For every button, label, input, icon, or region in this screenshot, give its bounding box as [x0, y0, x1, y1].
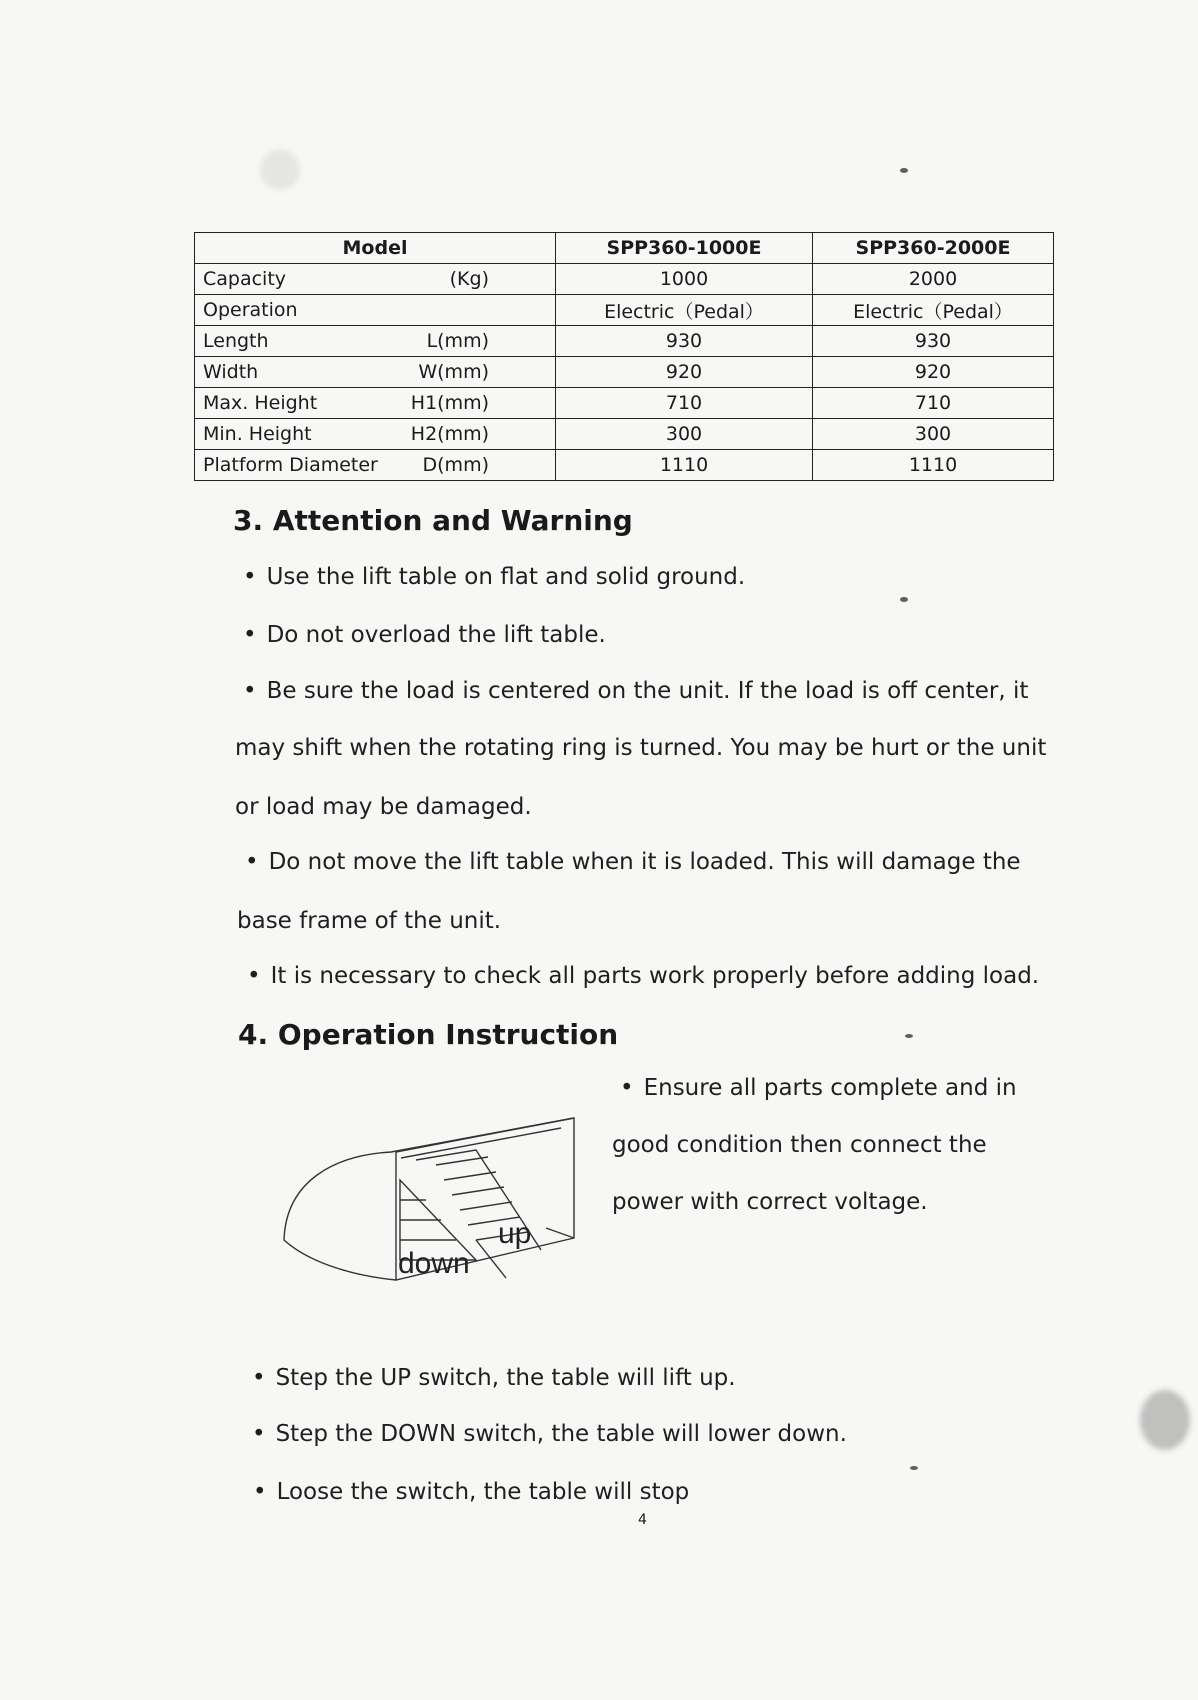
param-name: Max. Height [203, 392, 318, 414]
param-name: Min. Height [203, 423, 312, 445]
value-2000e: Electric（Pedal） [813, 295, 1054, 326]
warning-item: • Do not overload the lift table. [243, 622, 606, 648]
param-unit: H2(mm) [410, 423, 489, 445]
value-1000e: 300 [556, 419, 813, 450]
value-2000e: 2000 [813, 264, 1054, 295]
param-name: Capacity [203, 268, 287, 290]
param-unit: H1(mm) [410, 392, 489, 414]
value-1000e: 710 [556, 388, 813, 419]
value-1000e: Electric（Pedal） [556, 295, 813, 326]
param-unit: L(mm) [426, 330, 489, 352]
param-unit: D(mm) [422, 454, 489, 476]
scan-smudge [900, 168, 908, 173]
scan-smudge [900, 597, 908, 602]
table-row [195, 357, 1054, 388]
operation-step: • Loose the switch, the table will stop [253, 1479, 689, 1505]
table-header-row [195, 233, 1054, 264]
warning-item: • It is necessary to check all parts work properly before adding load. [247, 963, 1039, 989]
section-4-title: 4. Operation Instruction [238, 1018, 619, 1051]
specification-table [194, 232, 1054, 481]
section-3-title: 3. Attention and Warning [233, 504, 633, 537]
value-2000e: 300 [813, 419, 1054, 450]
param-unit: W(mm) [418, 361, 489, 383]
value-2000e: 1110 [813, 450, 1054, 481]
scan-smudge [1140, 1390, 1190, 1450]
table-row [195, 419, 1054, 450]
value-2000e: 930 [813, 326, 1054, 357]
table-row [195, 264, 1054, 295]
param-unit: (Kg) [449, 268, 489, 290]
value-1000e: 920 [556, 357, 813, 388]
warning-item-continued: base frame of the unit. [237, 908, 502, 934]
down-label: down [398, 1247, 470, 1280]
warning-item: • Do not move the lift table when it is loaded. This will damage the [245, 849, 1021, 875]
warning-item-continued: or load may be damaged. [235, 794, 532, 820]
pedal-top-edge [396, 1118, 574, 1152]
value-1000e: 1000 [556, 264, 813, 295]
scan-smudge [910, 1466, 918, 1470]
operation-intro: • Ensure all parts complete and in [620, 1075, 1017, 1101]
warning-item: • Be sure the load is centered on the unit. If the load is off center, it [243, 678, 1028, 704]
value-1000e: 930 [556, 326, 813, 357]
param-name: Operation [203, 299, 298, 321]
up-label: up [498, 1217, 532, 1250]
model-col-1000e: SPP360-1000E [556, 233, 813, 264]
operation-intro-continued: power with correct voltage. [612, 1189, 928, 1215]
pedal-switch-figure [276, 1110, 586, 1290]
value-1000e: 1110 [556, 450, 813, 481]
value-2000e: 920 [813, 357, 1054, 388]
model-header: Model [195, 233, 556, 264]
operation-intro-continued: good condition then connect the [612, 1132, 987, 1158]
param-name: Platform Diameter [203, 454, 378, 476]
warning-item-continued: may shift when the rotating ring is turned. You may be hurt or the unit [235, 735, 1047, 761]
operation-step: • Step the DOWN switch, the table will lower down. [252, 1421, 847, 1447]
scan-smudge [905, 1034, 913, 1038]
param-name: Width [203, 361, 259, 383]
operation-step: • Step the UP switch, the table will lift up. [252, 1365, 736, 1391]
param-name: Length [203, 330, 269, 352]
model-col-2000e: SPP360-2000E [813, 233, 1054, 264]
table-row [195, 326, 1054, 357]
value-2000e: 710 [813, 388, 1054, 419]
scan-smudge [260, 150, 300, 190]
page-number: 4 [638, 1512, 647, 1528]
table-row [195, 388, 1054, 419]
warning-item: • Use the lift table on flat and solid ground. [243, 564, 745, 590]
pedal-top-inner [401, 1128, 561, 1158]
table-row [195, 295, 1054, 326]
table-row [195, 450, 1054, 481]
down-pedal-lines [400, 1200, 456, 1240]
